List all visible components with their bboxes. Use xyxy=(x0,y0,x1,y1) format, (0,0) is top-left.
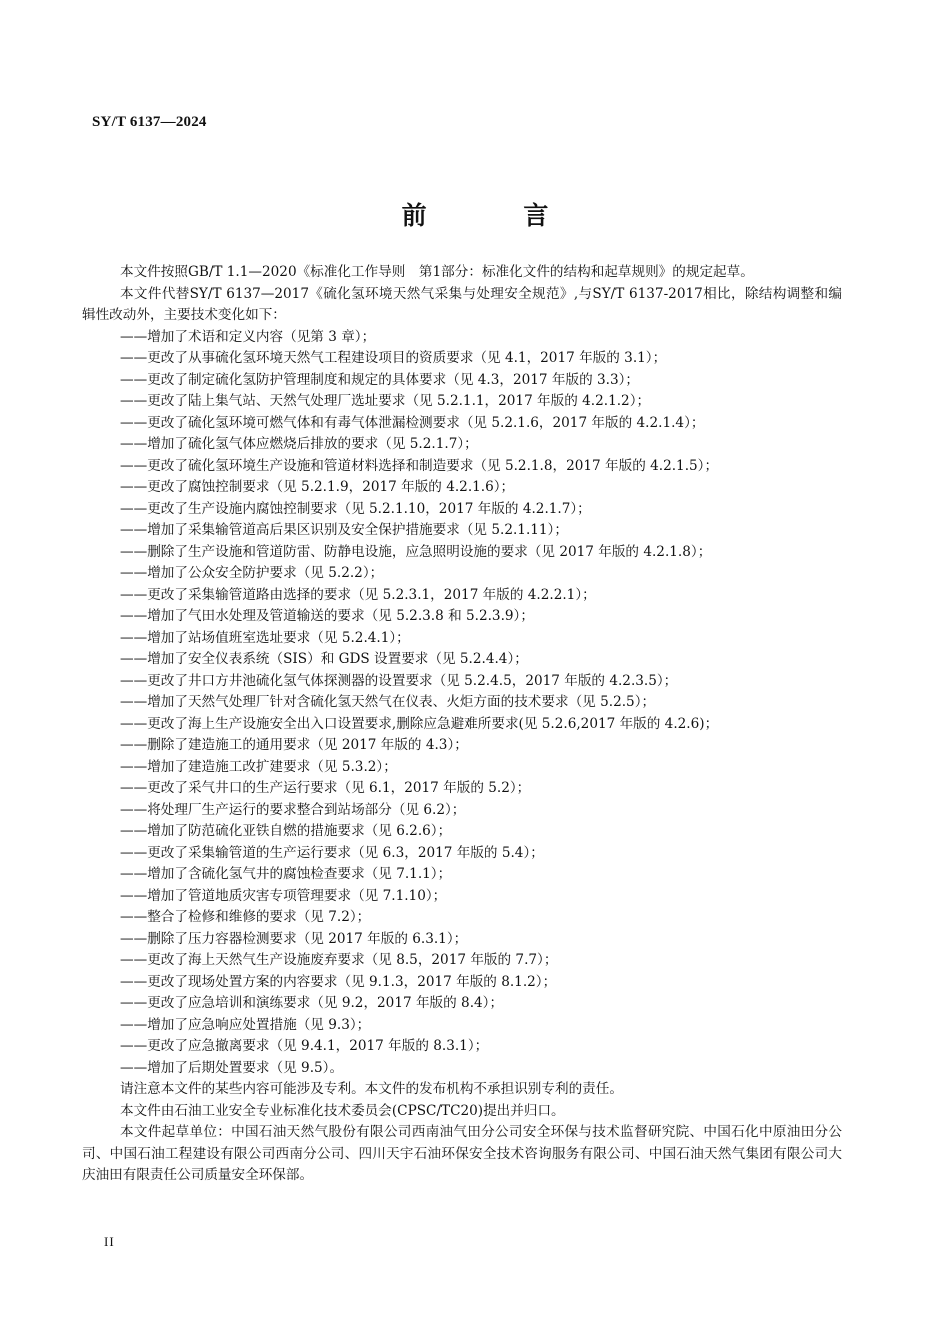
standard-code: SY/T 6137—2024 xyxy=(92,114,207,130)
intro-paragraph: 本文件代替SY/T 6137—2017《硫化氢环境天然气采集与处理安全规范》,与SY/T 6137-2017相比，除结构调整和编辑性改动外，主要技术变化如下： xyxy=(82,285,842,323)
change-item: ——增加了应急响应处置措施（见 9.3）； xyxy=(120,1016,371,1033)
change-item: ——整合了检修和维修的要求（见 7.2）； xyxy=(120,909,371,925)
change-item: ——更改了井口方井池硫化氢气体探测器的设置要求（见 5.2.4.5，2017 年版的 4.2.3.5）； xyxy=(120,672,678,689)
change-item: ——更改了海上生产设施安全出入口设置要求,删除应急避难所要求(见 5.2.6,2017 年版的 4.2.6)； xyxy=(120,715,719,732)
change-item: ——增加了硫化氢气体应燃烧后排放的要求（见 5.2.1.7）； xyxy=(120,436,478,452)
change-item: ——删除了压力容器检测要求（见 2017 年版的 6.3.1）； xyxy=(120,930,468,947)
change-item: ——更改了采气井口的生产运行要求（见 6.1，2017 年版的 5.2）； xyxy=(120,780,531,796)
change-item: ——增加了防范硫化亚铁自燃的措施要求（见 6.2.6）； xyxy=(120,823,452,839)
change-item: ——增加了采集输管道高后果区识别及安全保护措施要求（见 5.2.1.11）； xyxy=(120,522,568,538)
change-item: ——增加了后期处置要求（见 9.5）。 xyxy=(120,1059,344,1076)
foreword-body xyxy=(82,262,842,1187)
change-item: ——增加了安全仪表系统（SIS）和 GDS 设置要求（见 5.2.4.4）； xyxy=(120,651,528,667)
proposer-statement: 本文件由石油工业安全专业标准化技术委员会(CPSC/TC20)提出并归口。 xyxy=(120,1102,565,1119)
technical-changes-list xyxy=(82,327,842,1080)
change-item: ——增加了气田水处理及管道输送的要求（见 5.2.3.8 和 5.2.3.9）； xyxy=(120,608,534,624)
change-item: ——更改了应急撤离要求（见 9.4.1，2017 年版的 8.3.1）； xyxy=(120,1038,489,1054)
change-item: ——更改了采集输管道的生产运行要求（见 6.3，2017 年版的 5.4）； xyxy=(120,844,544,861)
change-item: ——删除了生产设施和管道防雷、防静电设施，应急照明设施的要求（见 2017 年版的 4.2.1.8）； xyxy=(120,543,712,560)
change-item: ——更改了从事硫化氢环境天然气工程建设项目的资质要求（见 4.1，2017 年版的 3.1）； xyxy=(120,350,667,366)
change-item: ——增加了建造施工改扩建要求（见 5.3.2）； xyxy=(120,758,397,775)
page-number: II xyxy=(104,1234,115,1249)
change-item: ——增加了公众安全防护要求（见 5.2.2）； xyxy=(120,565,384,581)
patent-notice: 请注意本文件的某些内容可能涉及专利。本文件的发布机构不承担识别专利的责任。 xyxy=(120,1081,623,1097)
change-item: ——增加了术语和定义内容（见第 3 章）； xyxy=(120,328,376,345)
change-item: ——更改了采集输管道路由选择的要求（见 5.2.3.1，2017 年版的 4.2.2.1）； xyxy=(120,586,596,603)
change-item: ——增加了含硫化氢气井的腐蚀检查要求（见 7.1.1）； xyxy=(120,866,452,882)
change-item: ——更改了应急培训和演练要求（见 9.2，2017 年版的 8.4）； xyxy=(120,995,504,1011)
change-item: ——将处理厂生产运行的要求整合到站场部分（见 6.2）； xyxy=(120,801,466,818)
change-item: ——删除了建造施工的通用要求（见 2017 年版的 4.3）； xyxy=(120,737,468,753)
change-item: ——更改了生产设施内腐蚀控制要求（见 5.2.1.10，2017 年版的 4.2.1.7）； xyxy=(120,500,591,517)
change-item: ——更改了硫化氢环境生产设施和管道材料选择和制造要求（见 5.2.1.8，2017 年版的 4.2.1.5）； xyxy=(120,457,719,474)
change-item: ——更改了硫化氢环境可燃气体和有毒气体泄漏检测要求（见 5.2.1.6，2017 年版的 4.2.1.4）； xyxy=(120,414,705,431)
change-item: ——增加了天然气处理厂针对含硫化氢天然气在仪表、火炬方面的技术要求（见 5.2.5）； xyxy=(120,694,656,710)
drafting-organizations: 本文件起草单位：中国石油天然气股份有限公司西南油气田分公司安全环保与技术监督研究院、中国石化中原油田分公司、中国石油工程建设有限公司西南分公司、四川天宇石油环保安全技术咨询服务有限公司、中国石油天然气集团有限公司大庆油田有限责任公司质量安全环保部。 xyxy=(82,1124,842,1183)
intro-paragraph: 本文件按照GB/T 1.1—2020《标准化工作导则 第1部分：标准化文件的结构和起草规则》的规定起草。 xyxy=(120,264,754,280)
change-item: ——增加了管道地质灾害专项管理要求（见 7.1.10）； xyxy=(120,887,447,904)
page-title: 前 言 xyxy=(401,201,593,230)
change-item: ——更改了海上天然气生产设施废弃要求（见 8.5，2017 年版的 7.7）； xyxy=(120,952,558,968)
change-item: ——更改了腐蚀控制要求（见 5.2.1.9，2017 年版的 4.2.1.6）； xyxy=(120,479,515,495)
change-item: ——更改了制定硫化氢防护管理制度和规定的具体要求（见 4.3，2017 年版的 3.3）； xyxy=(120,371,639,388)
change-item: ——更改了陆上集气站、天然气处理厂选址要求（见 5.2.1.1，2017 年版的 4.2.1.2）； xyxy=(120,393,651,409)
change-item: ——更改了现场处置方案的内容要求（见 9.1.3，2017 年版的 8.1.2）； xyxy=(120,973,557,990)
change-item: ——增加了站场值班室选址要求（见 5.2.4.1）； xyxy=(120,629,410,646)
